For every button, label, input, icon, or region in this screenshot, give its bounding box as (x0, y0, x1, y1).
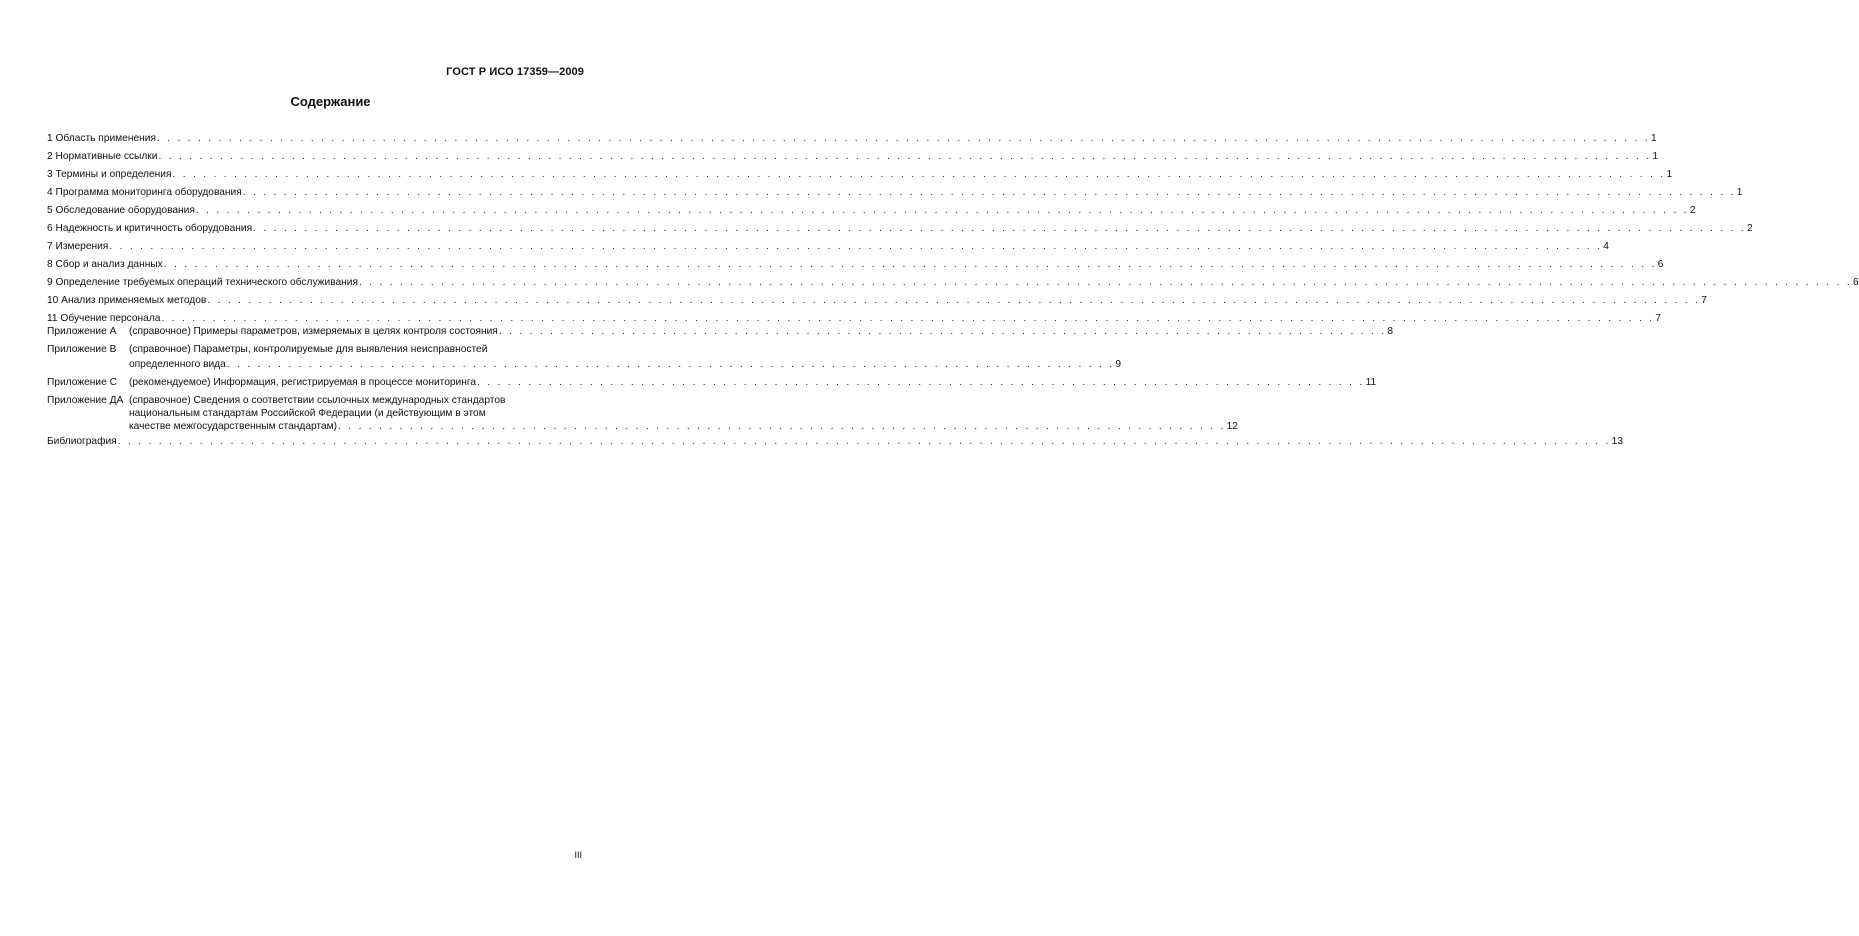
appendix-c-entry[interactable] (47, 376, 1377, 389)
appendix-b-entry[interactable] (47, 343, 1122, 371)
appendix-title-line: качестве межгосударственным стандартам) (129, 421, 338, 432)
toc-entry-page: 1 (1666, 169, 1673, 180)
page-number: III (574, 850, 582, 860)
appendix-name: Приложение С (47, 377, 117, 388)
leader-dots (338, 420, 1226, 433)
toc-entry-2[interactable] (47, 145, 1659, 163)
toc-entry-label: 3 Термины и определения (47, 169, 172, 180)
appendix-title-line: (справочное) Сведения о соответствии ссылочных международных стандартов (129, 395, 506, 406)
leader-dots (109, 240, 1602, 253)
leader-dots (359, 276, 1852, 289)
toc-entry-label: 2 Нормативные ссылки (47, 151, 158, 162)
toc-entry-page: 6 (1852, 277, 1859, 288)
toc-entry-page: 6 (1657, 259, 1664, 270)
leader-dots (196, 204, 1689, 217)
toc-entry-label: 7 Измерения (47, 241, 109, 252)
toc-entry-label: Библиография (47, 436, 117, 447)
leader-dots (118, 435, 1611, 448)
appendix-a-entry[interactable] (47, 325, 1394, 338)
toc-entry-label: 11 Обучение персонала (47, 313, 161, 324)
appendix-title-line: (справочное) Примеры параметров, измеряемых в целях контроля состояния (129, 326, 498, 337)
toc-entry-label: 8 Сбор и анализ данных (47, 259, 163, 270)
appendix-page: 12 (1226, 421, 1238, 432)
leader-dots (172, 168, 1665, 181)
leader-dots (158, 150, 1651, 163)
appendix-title-line: (справочное) Параметры, контролируемые для выявления неисправностей (129, 344, 488, 355)
toc-entry-5[interactable] (47, 199, 1696, 217)
appendix-name: Приложение В (47, 344, 117, 355)
leader-dots (499, 325, 1387, 338)
toc-entry-4[interactable] (47, 181, 1743, 199)
appendix-page: 11 (1365, 377, 1377, 388)
toc-entry-label: 4 Программа мониторинга оборудования (47, 187, 242, 198)
leader-dots (253, 222, 1746, 235)
table-of-contents (47, 127, 1859, 448)
toc-title: Содержание (290, 94, 371, 109)
leader-dots (477, 376, 1365, 389)
toc-entry-bibliography[interactable] (47, 433, 1623, 448)
toc-entry-label: 9 Определение требуемых операций технического обслуживания (47, 277, 358, 288)
toc-entry-label: 5 Обследование оборудования (47, 205, 195, 216)
toc-entry-6[interactable] (47, 217, 1753, 235)
toc-entry-1[interactable] (47, 127, 1657, 145)
toc-entry-11[interactable] (47, 307, 1662, 325)
leader-dots (161, 312, 1654, 325)
toc-entry-8[interactable] (47, 253, 1664, 271)
toc-entry-page: 2 (1689, 205, 1696, 216)
toc-entry-label: 6 Надежность и критичность оборудования (47, 223, 253, 234)
leader-dots (164, 258, 1657, 271)
toc-entry-page: 1 (1652, 151, 1659, 162)
toc-entry-page: 1 (1736, 187, 1743, 198)
toc-entry-page: 1 (1650, 133, 1657, 144)
toc-entry-page: 7 (1701, 295, 1707, 306)
toc-entry-10[interactable] (47, 289, 1707, 307)
toc-entry-7[interactable] (47, 235, 1609, 253)
toc-entry-page: 13 (1611, 436, 1623, 447)
toc-entry-page: 4 (1603, 241, 1609, 252)
appendix-name: Приложение ДА (47, 395, 124, 406)
appendix-da-entry[interactable] (47, 394, 1238, 433)
appendix-page: 8 (1387, 326, 1394, 337)
leader-dots (157, 132, 1650, 145)
toc-entry-label: 10 Анализ применяемых методов (47, 295, 207, 306)
leader-dots (243, 186, 1736, 199)
toc-entry-9[interactable] (47, 271, 1859, 289)
toc-entry-3[interactable] (47, 163, 1673, 181)
appendix-title-line: национальным стандартам Российской Федерации (и действующим в этом (129, 408, 486, 419)
toc-entry-page: 7 (1655, 313, 1662, 324)
appendix-page: 9 (1115, 359, 1122, 370)
appendix-title-line: определенного вида (129, 359, 226, 370)
leader-dots (227, 358, 1115, 371)
appendix-title-line: (рекомендуемое) Информация, регистрируемая в процессе мониторинга (129, 377, 477, 388)
leader-dots (207, 294, 1700, 307)
toc-entry-page: 2 (1747, 223, 1753, 234)
toc-entry-label: 1 Область применения (47, 133, 156, 144)
document-code: ГОСТ Р ИСО 17359—2009 (446, 66, 584, 78)
appendix-name: Приложение А (47, 326, 117, 337)
